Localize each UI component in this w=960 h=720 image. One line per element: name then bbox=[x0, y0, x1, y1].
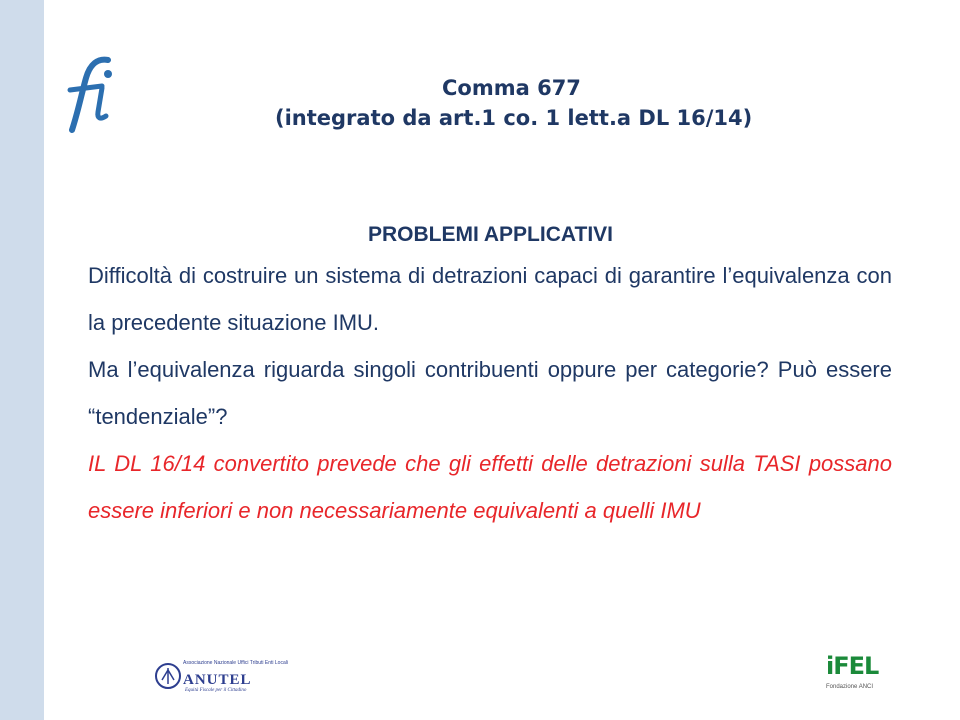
anutel-caption-bottom: Equità Fiscale per il Cittadino bbox=[185, 688, 247, 693]
anutel-logo bbox=[155, 656, 288, 696]
anutel-name: ANUTEL bbox=[183, 672, 252, 688]
ifel-caption: Fondazione ANCI bbox=[826, 684, 874, 690]
section-heading: PROBLEMI APPLICATIVI bbox=[367, 223, 613, 246]
ifel-name: iFEL bbox=[826, 652, 879, 680]
title-line-1: Comma 677 bbox=[442, 76, 581, 100]
ifel-logo bbox=[826, 652, 886, 698]
left-side-band bbox=[0, 0, 44, 720]
anutel-caption-top: Associazione Nazionale Uffici Tributi Enti Locali bbox=[183, 660, 288, 666]
paragraph-question: Ma l’equivalenza riguarda singoli contribuenti oppure per categorie? Può essere “tendenziale”? bbox=[88, 357, 892, 429]
anutel-seal-icon bbox=[155, 656, 181, 696]
fi-logo-icon bbox=[62, 52, 124, 136]
paragraph-dl-note: IL DL 16/14 convertito prevede che gli effetti delle detrazioni sulla TASI possano essere inferiori e non necessariamente equivalenti a quelli IMU bbox=[88, 451, 892, 523]
slide-body bbox=[88, 218, 892, 534]
title-line-2: (integrato da art.1 co. 1 lett.a DL 16/14) bbox=[275, 106, 753, 130]
paragraph-difficulty: Difficoltà di costruire un sistema di detrazioni capaci di garantire l’equivalenza con la precedente situazione IMU. bbox=[88, 263, 892, 335]
